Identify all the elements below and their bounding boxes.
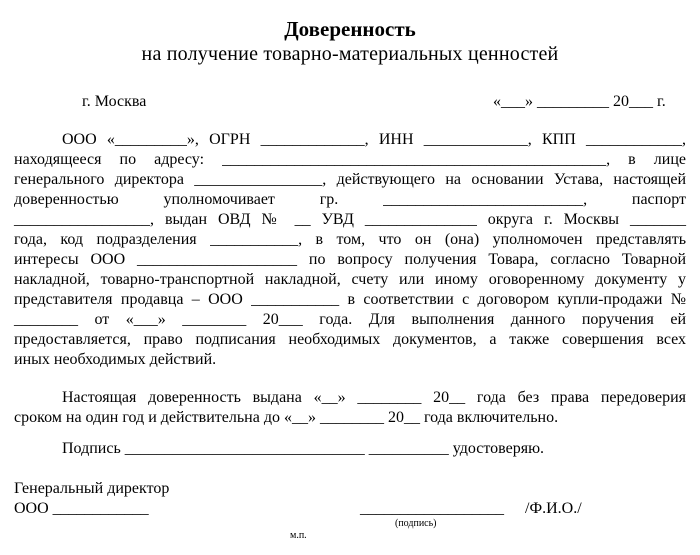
paragraph1-line: года, код подразделения ___________, в том, что он (она) уполномочен представлять <box>14 231 686 248</box>
document-title: Доверенность <box>284 17 416 41</box>
director-signature-line: __________________ <box>360 500 504 517</box>
paragraph1-line: представителя продавца – ООО ___________ в соответствии с договором купли-продажи № <box>14 291 686 308</box>
signature-caption: (подпись) <box>395 518 437 529</box>
paragraph1-line: накладной, товарно-транспортной накладной, счету или иному оговоренному документу у <box>14 271 686 288</box>
director-org: ООО ____________ <box>14 500 149 517</box>
paragraph1-line: предоставляется, право подписания необходимых документов, а также совершения всех <box>14 331 686 348</box>
signature-line: Подпись ______________________________ __________ удостоверяю. <box>62 440 545 457</box>
document-subtitle: на получение товарно-материальных ценностей <box>141 43 559 65</box>
city: г. Москва <box>82 93 147 110</box>
paragraph1-line: находящееся по адресу: ________________________________________________, в лице <box>14 151 686 168</box>
director-title: Генеральный директор <box>14 480 170 497</box>
paragraph1-line: ООО «_________», ОГРН _____________, ИНН _____________, КПП ____________, <box>62 131 686 148</box>
paragraph1-line: ________ от «___» ________ 20___ года. Для выполнения данного поручения ей <box>14 311 686 328</box>
paragraph2-line: Настоящая доверенность выдана «__» ________ 20__ года без права передоверия <box>62 389 686 406</box>
paragraph1-line: интересы ООО ____________________ по вопросу получения Товара, согласно Товарной <box>14 251 686 268</box>
paragraph2-line: сроком на один год и действительна до «__» ________ 20__ года включительно. <box>14 409 559 426</box>
paragraph1-line: доверенностью уполномочивает гр. _________________________, паспорт <box>14 191 686 208</box>
date-line: «___» _________ 20___ г. <box>493 93 666 110</box>
fio-label: /Ф.И.О./ <box>525 500 582 517</box>
stamp-place-label: м.п. <box>290 530 307 541</box>
paragraph1-line: генерального директора ________________, действующего на основании Устава, настоящей <box>14 171 686 188</box>
paragraph1-line: _________________, выдан ОВД № __ УВД ______________ округа г. Москвы _______ <box>14 211 686 228</box>
paragraph1-line: иных необходимых действий. <box>14 351 217 368</box>
